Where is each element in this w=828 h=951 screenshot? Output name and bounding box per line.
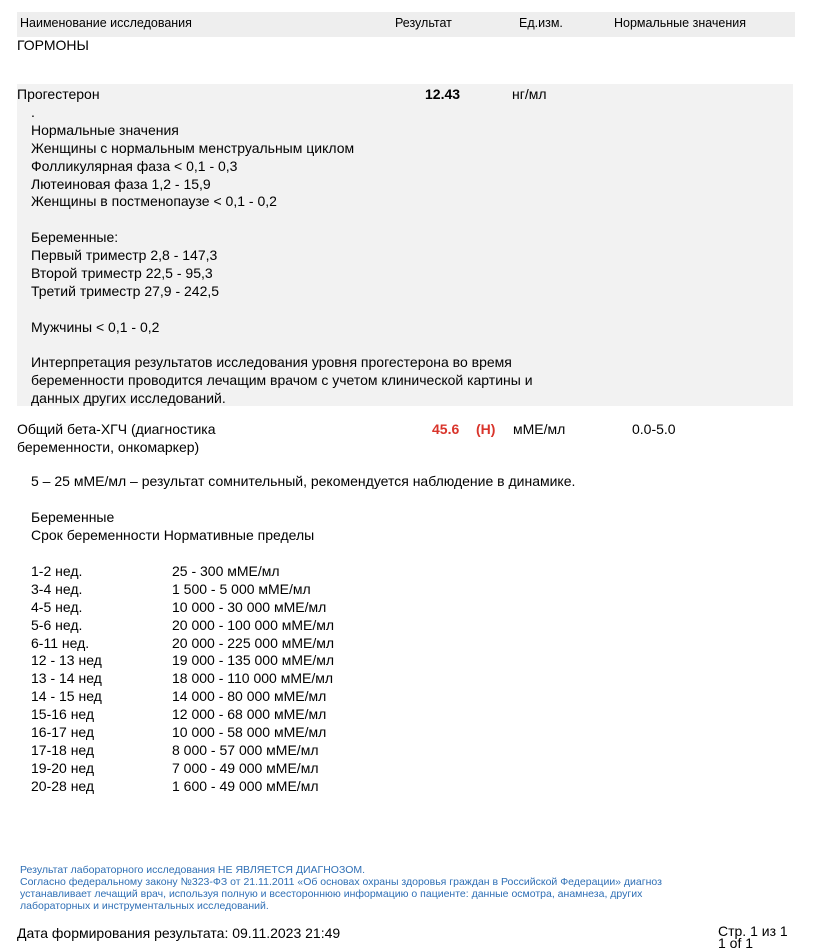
norm-term: 14 - 15 нед: [31, 688, 102, 705]
disclaimer-line: лабораторных и инструментальных исследований.: [20, 900, 269, 912]
norm-term: 6-11 нед.: [31, 634, 90, 651]
norm-range: 20 000 - 225 000 мМЕ/мл: [172, 634, 335, 651]
reference-line: Второй триместр 22,5 - 95,3: [31, 265, 213, 282]
reference-line: .: [31, 104, 35, 120]
hcg-result: 45.6: [432, 421, 460, 437]
reference-line: данных других исследований.: [31, 390, 226, 407]
reference-gap: [31, 301, 533, 319]
hcg-high-flag: (H): [476, 421, 496, 437]
norm-range: 10 000 - 58 000 мМЕ/мл: [172, 724, 327, 741]
norm-range: 20 000 - 100 000 мМЕ/мл: [172, 616, 335, 633]
hcg-normal-range: 0.0-5.0: [632, 421, 676, 437]
norm-term: 5-6 нед.: [31, 616, 83, 633]
hcg-name-line: беременности, онкомаркер): [17, 439, 200, 455]
header-unit: Ед.изм.: [519, 16, 563, 30]
norm-range: 18 000 - 110 000 мМЕ/мл: [172, 670, 334, 687]
reference-line: Фолликулярная фаза < 0,1 - 0,3: [31, 157, 238, 174]
reference-line: Нормальные значения: [31, 121, 179, 138]
reference-line: Женщины с нормальным менструальным циклом: [31, 139, 355, 156]
section-title: ГОРМОНЫ: [17, 37, 89, 53]
progesterone-name: Прогестерон: [17, 86, 100, 102]
norm-term: 3-4 нед.: [31, 580, 83, 597]
norm-term: 15-16 нед: [31, 706, 95, 723]
norm-range: 19 000 - 135 000 мМЕ/мл: [172, 652, 335, 669]
hcg-unit: мМЕ/мл: [513, 421, 566, 437]
hcg-pregnant-label: Беременные: [31, 508, 115, 525]
reference-line: Мужчины < 0,1 - 0,2: [31, 318, 160, 335]
page-number: [718, 925, 788, 949]
reference-line: Третий триместр 27,9 - 242,5: [31, 282, 220, 299]
disclaimer-line: устанавливает лечащий врач, используя полную и всестороннюю информацию о пациенте: данные осмотра, анамнеза, других: [20, 888, 643, 900]
reference-line: Беременные:: [31, 229, 119, 246]
reference-gap: [31, 211, 533, 229]
hcg-name-line: Общий бета-ХГЧ (диагностика: [17, 421, 216, 437]
progesterone-reference: [31, 104, 533, 408]
reference-line: Лютеиновая фаза 1,2 - 15,9: [31, 175, 211, 192]
progesterone-result: 12.43: [425, 86, 461, 102]
norm-term: 16-17 нед: [31, 724, 95, 741]
norm-term: 17-18 нед: [31, 741, 95, 758]
norm-range: 14 000 - 80 000 мМЕ/мл: [172, 688, 327, 705]
disclaimer-line: Согласно федеральному закону №323-ФЗ от 21.11.2011 «Об основах охраны здоровья граждан в Российской Федерации» диагноз: [20, 876, 662, 888]
norm-range: 1 500 - 5 000 мМЕ/мл: [172, 580, 311, 597]
norm-range: 10 000 - 30 000 мМЕ/мл: [172, 598, 327, 615]
norm-range: 7 000 - 49 000 мМЕ/мл: [172, 759, 319, 776]
norm-range: 1 600 - 49 000 мМЕ/мл: [172, 777, 319, 794]
page-number-en: 1 of 1: [718, 935, 754, 951]
header-norm: Нормальные значения: [614, 16, 747, 30]
hcg-notes: [31, 473, 575, 545]
reference-line: Интерпретация результатов исследования уровня прогестерона во время: [31, 354, 512, 371]
reference-line: Первый триместр 2,8 - 147,3: [31, 247, 218, 264]
page-number-ru: Стр. 1 из 1: [718, 923, 788, 939]
norm-term: 4-5 нед.: [31, 598, 83, 615]
disclaimer-line: Результат лабораторного исследования НЕ ЯВЛЯЕТСЯ ДИАГНОЗОМ.: [20, 864, 366, 876]
norm-range: 12 000 - 68 000 мМЕ/мл: [172, 706, 327, 723]
reference-gap: [31, 337, 533, 355]
norm-term: 20-28 нед: [31, 777, 95, 794]
hcg-name: [17, 420, 277, 456]
norm-term: 12 - 13 нед: [31, 652, 102, 669]
header-result: Результат: [395, 16, 452, 30]
hcg-table-header: Срок беременности Нормативные пределы: [31, 526, 315, 543]
result-date: Дата формирования результата: 09.11.2023 21:49: [17, 925, 341, 941]
norm-range: 8 000 - 57 000 мМЕ/мл: [172, 741, 319, 758]
hcg-gap: [31, 491, 575, 509]
progesterone-unit: нг/мл: [512, 86, 547, 102]
reference-line: беременности проводится лечащим врачом с учетом клинической картины и: [31, 372, 533, 389]
norm-term: 19-20 нед: [31, 759, 95, 776]
norm-term: 13 - 14 нед: [31, 670, 102, 687]
norm-range: 25 - 300 мМЕ/мл: [172, 563, 280, 579]
norm-term: 1-2 нед.: [31, 563, 83, 579]
hcg-note: 5 – 25 мМЕ/мл – результат сомнительный, рекомендуется наблюдение в динамике.: [31, 473, 576, 489]
header-name: Наименование исследования: [20, 16, 192, 30]
disclaimer: [20, 864, 780, 912]
reference-line: Женщины в постменопаузе < 0,1 - 0,2: [31, 193, 277, 210]
